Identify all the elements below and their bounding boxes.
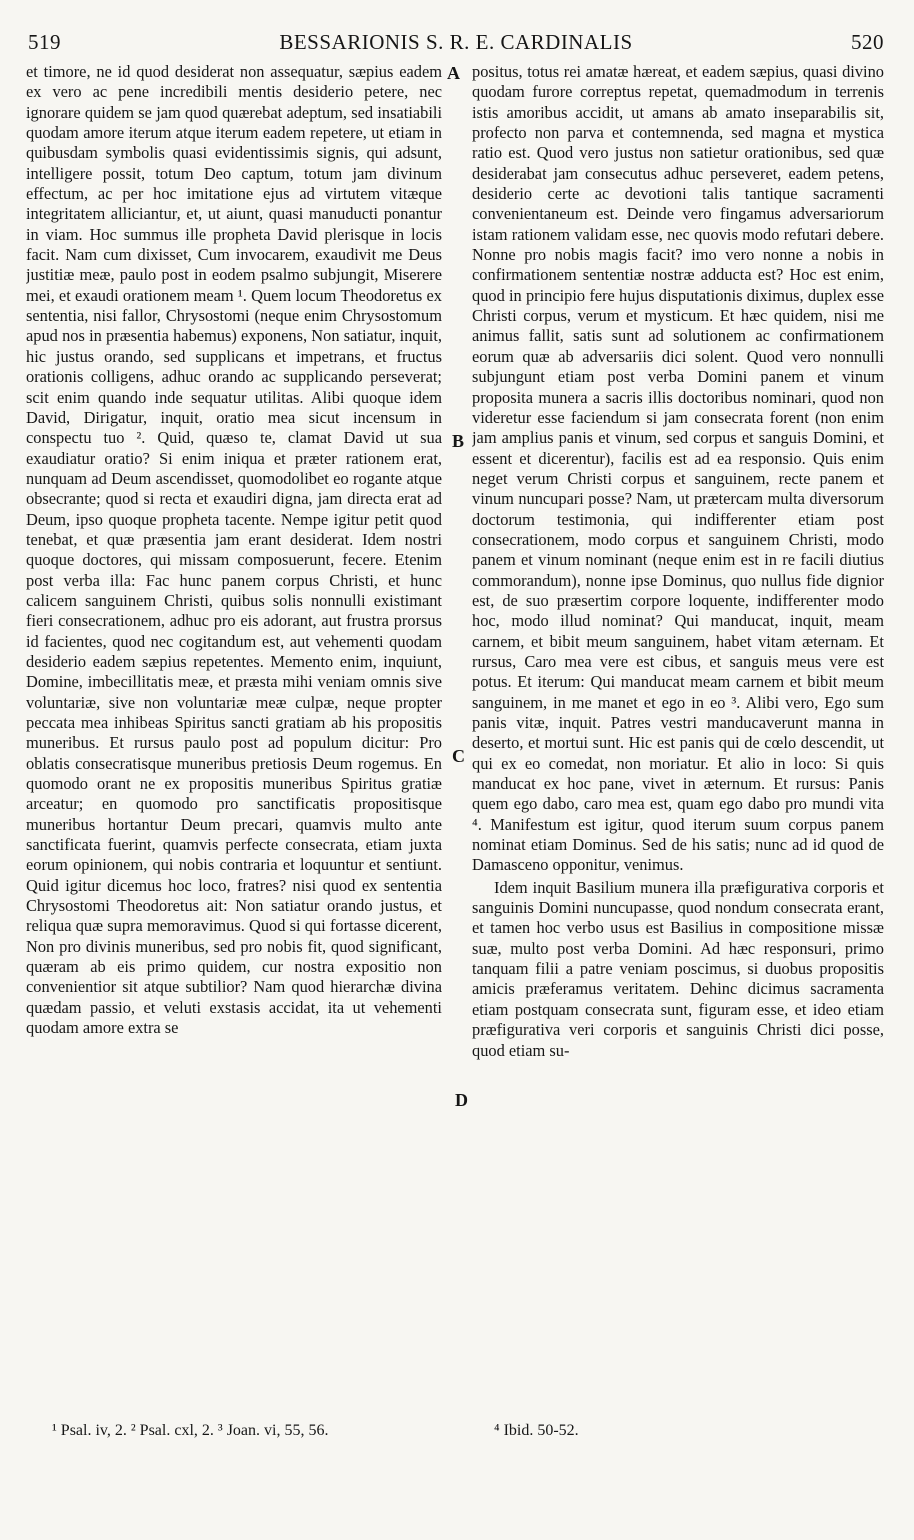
margin-marker-a: A [447,63,460,83]
right-column-text: positus, totus rei amatæ hæreat, et eadem sæpius, quasi divino quodam furore correptus repetat, quemadmodum in terrenis istis amoribus accidit, ut amans ab amato inseparabilis sit, profecto non parva et contemnenda, sed magna et mystica ratio est. Quod vero justus non satietur orationibus, sed quæ desiderabat jam consecutus adhuc perseveret, eadem petens, desiderio certe ac devotioni talis tantique sacramenti convenientaneum est. Deinde vero fingamus adversariorum istam rationem validam esse, nec quovis modo refutari debere. Nonne pro nobis magis facit? imo vero nonne a nobis in confirmationem sententiæ nostræ adducta est? Hoc est enim, quod in principio fere hujus disputationis diximus, duplex esse Christi corpus, verum et mysticum. Et hæc quidem, nisi me animus fallit, satis sunt ad solutionem ac confirmationem eorum quæ ab adversariis dici solent. Quod vero nonnulli subjungunt etiam post verba Domini panem et vinum proposita munera a sacris illis doctoribus nominari, quod non videretur esse faciendum si jam consecrata forent (non enim jam amplius panis et vinum, sed corpus et sanguis Domini, et essent et dicerentur), facilis est ad ea responsio. Quis enim neget verum Christi corpus et sanguinem, recte panem et vinum nuncupari posse? Nam, ut prætercam multa diversorum doctorum testimonia, qui indifferenter etiam post consecrationem, modo corpus et sanguinem Christi, modo panem et vinum nominant (neque enim est in re facili diutius commorandum), nonne ipse Dominus, quo nullus fide dignior est, de suo præsertim corpore loquente, indifferenter modo hoc, modo illud nominat? Qui manducat, inquit, meam carnem, et bibit meum sanguinem, habet vitam æternam. Et rursus, Caro mea vere est cibus, et sanguis meus vere est potus. Et iterum: Qui manducat meam carnem et bibit meum sanguinem, in me manet et ego in eo ³. Alibi vero, Ego sum panis vitæ, inquit. Patres vestri manducaverunt manna in deserto, et mortui sunt. Hic est panis qui de cœlo descendit, ut qui ex eo comedat, non moriatur. Et alio in loco: Si quis manducat ex hoc pane, vivet in æternum. Et rursus: Panis quem ego dabo, caro mea est, quam ego dabo pro mundi vita ⁴. Manifestum est igitur, quod iterum suum corpus panem nominat etiam Dominus. Sed de his satis; nunc ad id quod de Damasceno opponitur, venimus. [472,62,884,875]
left-column [26,62,442,1422]
running-title: BESSARIONIS S. R. E. CARDINALIS [279,30,633,54]
right-column-paragraph-2: Idem inquit Basilium munera illa præfigurativa corporis et sanguinis Domini nuncupasse, quod nondum consecrata erant, et tamen hoc verbo usus est Basilius in compositione missæ suæ, multo post verba Domini. Ad hæc responsuri, primo tanquam filii a patre veniam poscimus, si duobus propositis amicis præferamus veritatem. Dehinc dicimus sacramenta etiam postquam consecrata sunt, figuram esse, et ideo etiam præfigurativa veri corporis et sanguinis Christi dici posse, quod etiam su- [472,877,884,1060]
right-column [472,62,884,1422]
margin-marker-d: D [455,1090,468,1110]
left-column-text: et timore, ne id quod desiderat non assequatur, sæpius eadem ex vero ac pene incredibili mentis desiderio petere, nec ignorare quidem se jam quod quærebat adeptum, sed insatiabili quodam amore iterum atque iterum eadem repetere, ut etiam in quibusdam symbolis quasi evidentissimis signis, qui adsunt, intelligere possit, totum Deo captum, totum jam divinum effectum, ac per hoc imitatione ejus ad virtutem vitæque integritatem alliciantur, et, ut aiunt, quasi manuducti ponantur in viam. Hoc summus ille propheta David plerisque in locis facit. Nam cum dixisset, Cum invocarem, exaudivit me Deus justitiæ meæ, paulo post in eodem psalmo subjungit, Miserere mei, et exaudi orationem meam ¹. Quem locum Theodoretus ex sententia, nisi fallor, Chrysostomi (neque enim Chrysostomum apud nos in præsentia habemus) exponens, Non satiatur, inquit, hic justus orando, sed supplicans et impetrans, et fructus orationis colligens, adhuc orando ac supplicando perseverat; scit enim quando inde sequatur utilitas. Alibi quoque idem David, Dirigatur, inquit, oratio mea sicut incensum in conspectu tuo ². Quid, quæso te, clamat David ut sua exaudiatur oratio? Si enim iniqua et præter rationem erat, nunquam ad Deum ascendisset, quomodolibet eo rogante atque obsecrante; quod si recta et exaudiri digna, jam directa erat ad Deum, ipso quoque propheta tacente. Nempe igitur petit quod tenebat, et quæ præsentia jam erant desiderat. Idem nostri quoque doctores, qui missam composuerunt, fecere. Etenim post verba illa: Fac hunc panem corpus Christi, et hunc calicem sanguinem Christi, quibus solis nonnulli existimant fieri consecrationem, adhuc pro eis adorant, aut frustra prorsus id facientes, quod nec cogitandum est, aut vehementi quodam desiderio eadem sæpius repetentes. Memento enim, inquiunt, Domine, imbecillitatis meæ, et præsta mihi veniam omnis sive voluntariæ, sive non voluntariæ meæ culpæ, neque propter peccata mea inhibeas Spiritus sancti gratiam ab his propositis muneribus. Et rursus paulo post ad populum dicitur: Pro oblatis consecratisque muneribus pretiosis Deum rogemus. En quomodo orant ne ex propositis muneribus Spiritus gratiæ arceatur; en quomodo pro sanctificatis propositisque muneribus hortantur Deum precari, quamvis multo ante sanctificata fuerint, quamvis perfecte consecrata, etiam juxta eorum opinionem, qui nobis contraria et loquuntur et sentiunt. Quid igitur dicemus hoc loco, fratres? nisi quod ex sententia Chrysostomi Theodoretus ait: Non satiatur orando justus, et reliqua quæ supra memoravimus. Quod si qui fortasse dicerent, Non pro divinis muneribus, sed pro nobis fit, quod significant, quæram ab eis primo quidem, cur nostra expositio non convenientior sit atque subtilior? Nam quod hierarchæ divina quædam passio, et veluti exstasis accidat, ita ut vehementi quodam amore extra se [26,62,442,1038]
margin-marker-b: B [452,431,465,451]
footnotes-right: ⁴ Ibid. 50-52. [494,1422,579,1439]
footnotes-left: ¹ Psal. iv, 2. ² Psal. cxl, 2. ³ Joan. vi, 55, 56. [52,1422,329,1439]
page-number-right: 520 [851,30,884,54]
page-number-left: 519 [28,30,61,54]
margin-marker-c: C [452,746,465,766]
page-header [28,30,884,58]
